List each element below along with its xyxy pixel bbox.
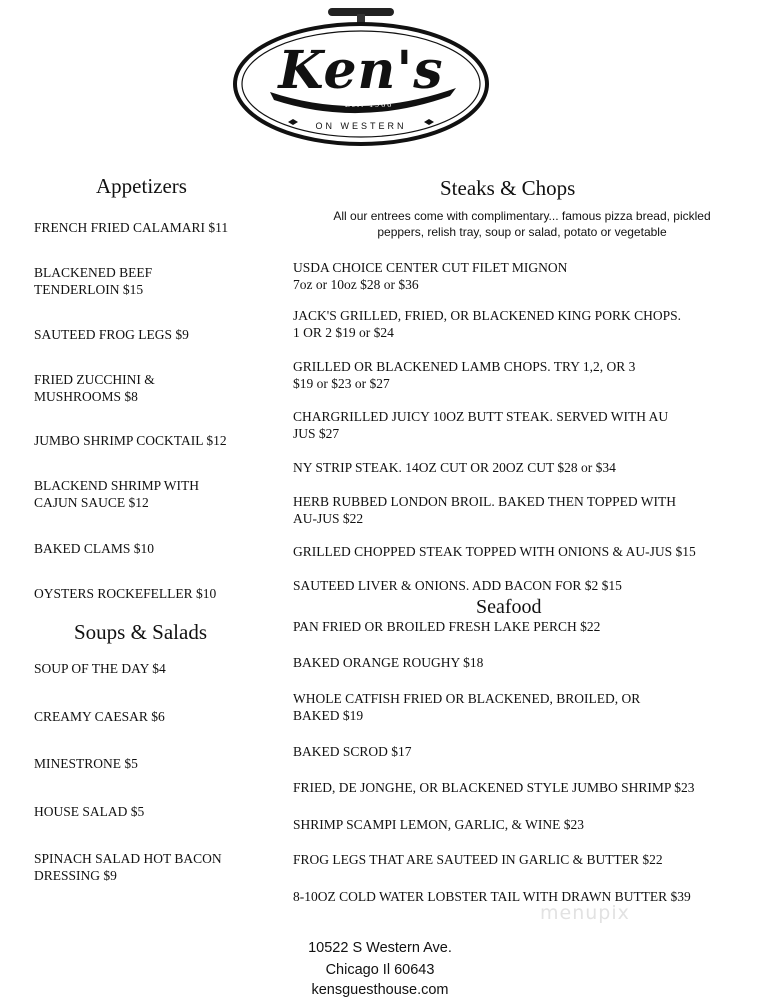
entree-note: All our entrees come with complimentary... famous pizza bread, pickled peppers, relish tray, soup or salad, potato or vegetable (333, 209, 711, 239)
seafood-item: SHRIMP SCAMPI LEMON, GARLIC, & WINE $23 (293, 817, 585, 832)
seafood-item: BAKED ORANGE ROUGHY $18 (293, 655, 484, 670)
footer-city: Chicago Il 60643 (325, 962, 435, 978)
footer-address: 10522 S Western Ave. (308, 940, 452, 956)
menupix-watermark: menupix (540, 902, 630, 924)
seafood-item: FRIED, DE JONGHE, OR BLACKENED STYLE JUMBO SHRIMP $23 (293, 780, 695, 795)
steak-item: JACK'S GRILLED, FRIED, OR BLACKENED KING PORK CHOPS. 1 OR 2 $19 or $24 (293, 308, 681, 340)
seafood-item: PAN FRIED OR BROILED FRESH LAKE PERCH $22 (293, 619, 601, 634)
soup-salad-item: SOUP OF THE DAY $4 (34, 661, 166, 676)
appetizer-item: BAKED CLAMS $10 (34, 541, 155, 556)
appetizer-item: FRENCH FRIED CALAMARI $11 (34, 220, 229, 235)
seafood-item: BAKED SCROD $17 (293, 744, 412, 759)
logo-established: Est. 1966 (344, 100, 394, 109)
steak-item: HERB RUBBED LONDON BROIL. BAKED THEN TOPPED WITH AU-JUS $22 (293, 494, 677, 526)
appetizer-item: FRIED ZUCCHINI & MUSHROOMS $8 (34, 372, 155, 404)
appetizer-item: JUMBO SHRIMP COCKTAIL $12 (34, 433, 227, 448)
soup-salad-item: CREAMY CAESAR $6 (34, 709, 165, 724)
steak-item: NY STRIP STEAK. 14OZ CUT OR 20OZ CUT $28 or $34 (293, 460, 616, 475)
appetizer-item: BLACKEND SHRIMP WITH CAJUN SAUCE $12 (34, 478, 200, 510)
footer-website[interactable]: kensguesthouse.com (311, 982, 449, 998)
steak-item: SAUTEED LIVER & ONIONS. ADD BACON FOR $2 $15 (293, 578, 622, 593)
steak-item: GRILLED CHOPPED STEAK TOPPED WITH ONIONS & AU-JUS $15 (293, 544, 696, 559)
steak-item: GRILLED OR BLACKENED LAMB CHOPS. TRY 1,2, OR 3 $19 or $23 or $27 (293, 359, 636, 391)
seafood-item: 8-10OZ COLD WATER LOBSTER TAIL WITH DRAWN BUTTER $39 (293, 889, 691, 904)
appetizers-heading: Appetizers (96, 174, 187, 198)
steaks-chops-heading: Steaks & Chops (440, 176, 576, 200)
logo-subtitle: ON WESTERN (315, 121, 407, 131)
soup-salad-item: SPINACH SALAD HOT BACON DRESSING $9 (34, 851, 222, 883)
seafood-heading: Seafood (476, 596, 542, 618)
soup-salad-item: HOUSE SALAD $5 (34, 804, 145, 819)
appetizer-item: OYSTERS ROCKEFELLER $10 (34, 586, 217, 601)
seafood-item: WHOLE CATFISH FRIED OR BLACKENED, BROILED, OR BAKED $19 (293, 691, 641, 723)
appetizer-item: SAUTEED FROG LEGS $9 (34, 327, 189, 342)
seafood-item: FROG LEGS THAT ARE SAUTEED IN GARLIC & BUTTER $22 (293, 852, 663, 867)
soup-salad-item: MINESTRONE $5 (34, 756, 138, 771)
steak-item: CHARGRILLED JUICY 10OZ BUTT STEAK. SERVED WITH AU JUS $27 (293, 409, 669, 441)
restaurant-logo (230, 4, 492, 152)
appetizer-item: BLACKENED BEEF TENDERLOIN $15 (34, 265, 153, 297)
steak-item: USDA CHOICE CENTER CUT FILET MIGNON 7oz or 10oz $28 or $36 (293, 260, 568, 292)
logo-name: Ken's (278, 40, 444, 101)
soups-salads-heading: Soups & Salads (74, 620, 208, 644)
